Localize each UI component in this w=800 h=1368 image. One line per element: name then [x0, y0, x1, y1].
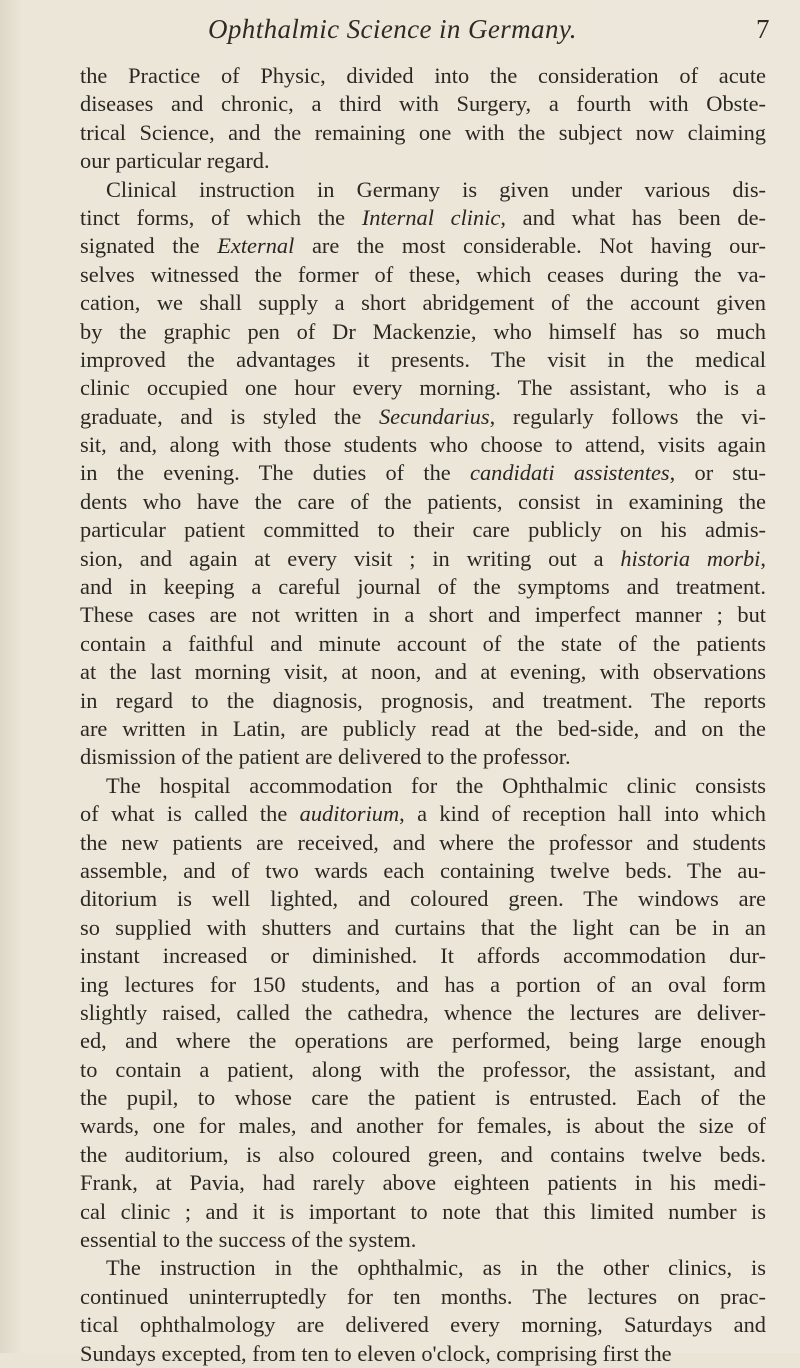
text-run: instant increased or diminished. It affords accommodation dur- [80, 943, 766, 969]
text-run: tical ophthalmology are delivered every morning, Saturdays and [80, 1312, 766, 1338]
text-run: , regularly follows the vi- [489, 403, 767, 429]
text-run: ditorium is well lighted, and coloured green. The windows are [80, 886, 766, 912]
text-line [54, 374, 766, 402]
text-line [54, 914, 766, 942]
text-line [54, 1112, 766, 1140]
text-run: clinic occupied one hour every morning. The assistant, who is a [80, 375, 766, 401]
text-run: dents who have the care of the patients, consist in examining the [80, 488, 766, 514]
text-run: the auditorium, is also coloured green, and contains twelve beds. [80, 1141, 766, 1167]
text-line [54, 176, 766, 204]
text-run: at the last morning visit, at noon, and at evening, with observations [80, 659, 766, 685]
paragraph [54, 772, 766, 1255]
text-run: , and what has been de- [500, 204, 766, 230]
text-line [54, 630, 766, 658]
text-run: particular patient committed to their care publicly on his admis- [80, 517, 766, 543]
running-title: Ophthalmic Science in Germany. [208, 14, 577, 44]
text-line [54, 459, 766, 487]
text-run: are written in Latin, are publicly read at the bed-side, and on the [80, 715, 766, 741]
text-line [54, 1226, 766, 1254]
text-run: selves witnessed the former of these, which ceases during the va- [80, 261, 766, 287]
text-line [54, 545, 766, 573]
text-line [54, 800, 766, 828]
text-run: improved the advantages it presents. The visit in the medical [80, 346, 766, 372]
text-line [54, 999, 766, 1027]
text-line [54, 1254, 766, 1282]
text-line [54, 1084, 766, 1112]
text-run: ed, and where the operations are performed, being large enough [80, 1028, 766, 1054]
running-head [0, 14, 800, 48]
text-run: the new patients are received, and where the professor and students [80, 829, 766, 855]
italic-term: Secundarius [378, 403, 490, 429]
text-run: essential to the success of the system. [80, 1227, 417, 1253]
text-run: sit, and, along with those students who choose to attend, visits again [80, 432, 766, 458]
text-run: and in keeping a careful journal of the symptoms and treatment. [80, 574, 766, 600]
paragraph [54, 1254, 766, 1368]
text-run: in the evening. The duties of the [80, 460, 470, 486]
text-line [54, 1027, 766, 1055]
text-line [54, 516, 766, 544]
text-run: The hospital accommodation for the Ophthalmic clinic consists [106, 772, 766, 798]
page-number: 7 [756, 14, 770, 44]
text-line [54, 942, 766, 970]
text-line [54, 1283, 766, 1311]
text-run: sion, and again at every visit ; in writing out a [80, 545, 621, 571]
text-run: The instruction in the ophthalmic, as in the other clinics, is [106, 1255, 766, 1281]
text-line [54, 857, 766, 885]
text-run: Clinical instruction in Germany is given under various dis- [106, 176, 766, 202]
text-line [54, 601, 766, 629]
text-line [54, 715, 766, 743]
text-run: , [760, 545, 766, 571]
text-run: tinct forms, of which the [80, 204, 362, 230]
text-line [54, 1198, 766, 1226]
text-line [54, 1141, 766, 1169]
text-line [54, 488, 766, 516]
italic-term: Internal clinic [361, 204, 501, 230]
italic-term: candidati assistentes [470, 460, 670, 486]
text-line [54, 403, 766, 431]
text-line [54, 261, 766, 289]
text-run: Frank, at Pavia, had rarely above eighteen patients in his medi- [80, 1170, 766, 1196]
text-line [54, 318, 766, 346]
text-run: slightly raised, called the cathedra, whence the lectures are deliver- [80, 999, 766, 1025]
text-run: the Practice of Physic, divided into the consideration of acute [80, 63, 766, 88]
text-line [54, 232, 766, 260]
text-run: assemble, and of two wards each containing twelve beds. The au- [80, 857, 766, 883]
text-run: signated the [80, 233, 218, 259]
text-run: ing lectures for 150 students, and has a portion of an oval form [80, 971, 766, 997]
text-line [54, 346, 766, 374]
text-run: to contain a patient, along with the professor, the assistant, and [80, 1056, 766, 1082]
text-line [54, 431, 766, 459]
text-run: trical Science, and the remaining one with the subject now claiming [80, 119, 766, 145]
text-line [54, 658, 766, 686]
text-run: cation, we shall supply a short abridgement of the account given [80, 290, 766, 316]
text-run: cal clinic ; and it is important to note that this limited number is [80, 1198, 766, 1224]
text-run: by the graphic pen of Dr Mackenzie, who himself has so much [80, 318, 766, 344]
text-line [54, 1056, 766, 1084]
text-line [54, 1311, 766, 1339]
paragraph [54, 62, 766, 176]
text-run: These cases are not written in a short and imperfect manner ; but [80, 602, 766, 628]
text-line [54, 573, 766, 601]
paragraph [54, 176, 766, 772]
text-line [54, 772, 766, 800]
text-run: the pupil, to whose care the patient is entrusted. Each of the [80, 1085, 766, 1111]
text-run: graduate, and is styled the [80, 403, 379, 429]
text-run: Sundays excepted, from ten to eleven o'clock, comprising first the [80, 1340, 672, 1366]
text-run: in regard to the diagnosis, prognosis, and treatment. The reports [80, 687, 766, 713]
text-line [54, 289, 766, 317]
text-run: dismission of the patient are delivered to the professor. [80, 744, 571, 770]
text-run: continued uninterruptedly for ten months. The lectures on prac- [80, 1283, 766, 1309]
text-line [54, 204, 766, 232]
text-line [54, 971, 766, 999]
text-run: , or stu- [669, 460, 767, 486]
text-run: so supplied with shutters and curtains that the light can be in an [80, 914, 766, 940]
text-line [54, 62, 766, 90]
italic-term: historia morbi [620, 545, 761, 571]
text-line [54, 829, 766, 857]
text-line [54, 119, 766, 147]
text-run: contain a faithful and minute account of the state of the patients [80, 630, 766, 656]
text-line [54, 885, 766, 913]
text-run: diseases and chronic, a third with Surgery, a fourth with Obste- [80, 91, 766, 117]
text-run: wards, one for males, and another for females, is about the size of [80, 1113, 766, 1139]
text-run: of what is called the [80, 801, 300, 827]
text-line [54, 687, 766, 715]
italic-term: External [217, 233, 295, 259]
text-line [54, 90, 766, 118]
text-run: , a kind of reception hall into which [399, 801, 766, 827]
text-run: our particular regard. [80, 148, 270, 174]
text-line [54, 1169, 766, 1197]
text-run: are the most considerable. Not having our- [294, 233, 767, 259]
text-line [54, 147, 766, 175]
body-text [54, 62, 766, 1368]
text-line [54, 743, 766, 771]
italic-term: auditorium [299, 801, 400, 827]
text-line [54, 1340, 766, 1368]
